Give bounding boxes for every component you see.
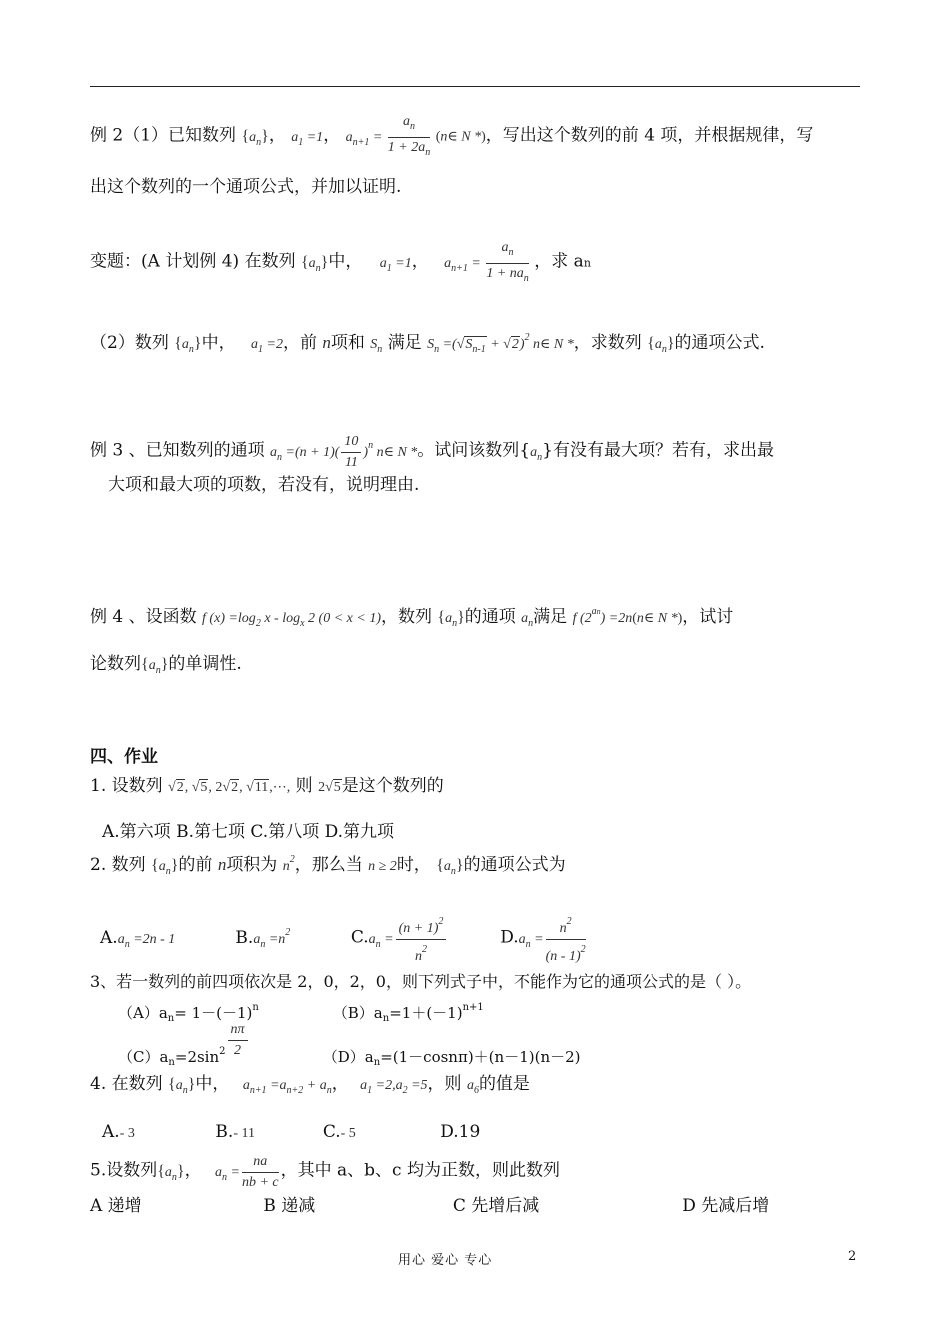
q5-opt-d: D 先减后增 bbox=[682, 1196, 770, 1216]
p2-n: n bbox=[322, 333, 331, 352]
formula-a1: $a_1 =1$ bbox=[291, 129, 324, 148]
ex4-line2-b: 的单调性. bbox=[168, 654, 242, 674]
ex4-mid: ，数列 bbox=[380, 607, 432, 627]
q3-opt-c-expr: =2sin bbox=[174, 1048, 220, 1066]
p2-label: （2）数列 bbox=[90, 333, 169, 353]
variant-line: 变题：(A 计划例 4) 在数列 $\{a_n\}$中， $a_1 =1$， $a_{n+1}$ = $\frac{a_n}{1 + na_n}$ ，求 an bbox=[90, 240, 591, 284]
q3-opt-a: （A）a bbox=[118, 1004, 168, 1022]
q4-options bbox=[102, 1120, 480, 1146]
q3-opt-d: （D）a bbox=[322, 1048, 374, 1066]
q3-text: 3、若一数列的前四项依次是 2，0，2，0，则下列式子中，不能作为它的通项公式的是（ ）。 bbox=[90, 972, 752, 991]
formula-sn: $S_n =(√S_{n-1} + √2)^2$ n∈ N * bbox=[427, 332, 574, 355]
q2-opt-b-label: B. bbox=[235, 927, 254, 948]
homework-heading: 四、作业 bbox=[90, 747, 158, 767]
footer-motto: 用心 爱心 专心 bbox=[398, 1253, 493, 1268]
q1-end: 是这个数列的 bbox=[341, 776, 444, 796]
ex2-part2: （2）数列 $\{a_n\}$中， $a_1 =2$，前 n项和 $S_n$ 满足 $S_n =(√S_{n-1} + √2)^2$ n∈ N *，求数列 $\{a_n\}$的通项公式. bbox=[90, 332, 765, 355]
formula-fx: f $(x) =\log_2$ x - $\log_x 2$ (0 < x < 1) bbox=[202, 611, 381, 629]
q3-opt-d-expr: =(1－cosnπ)＋(n－1)(n－2) bbox=[380, 1048, 581, 1066]
ex4-mid3: 满足 bbox=[533, 607, 568, 627]
q5-line: 5.设数列$\{a_n\}$， $a_n$ = $\frac{na}{nb + c}$ ，其中 a、b、c 均为正数，则此数列 bbox=[90, 1154, 560, 1190]
q5-opt-c: C 先增后减 bbox=[452, 1196, 540, 1216]
q5-b: ，其中 a、b、c 均为正数，则此数列 bbox=[280, 1160, 560, 1181]
q2-opt-c-label: C. bbox=[350, 927, 369, 948]
q4-a: 中， bbox=[195, 1074, 230, 1094]
q4-opt-b-value: - 11 bbox=[233, 1126, 255, 1141]
p2-c: 满足 bbox=[387, 333, 422, 353]
q3-opt-a-expr: = 1－(－1) bbox=[174, 1004, 253, 1022]
p2-b: 项和 bbox=[330, 333, 365, 353]
q5-opt-a: A 递增 bbox=[90, 1196, 142, 1216]
q3-row2: $(C)a_n=2\sin^2$ $\frac{n\pi}{2}$ $(D)a_n=(1-\cos n\pi)+(n-1)(n-2)$ bbox=[118, 1022, 581, 1068]
ex2-text-b: 出这个数列的一个通项公式，并加以证明. bbox=[90, 177, 402, 197]
ex4-label: 例 4 、设函数 bbox=[90, 607, 197, 627]
ex3-mid: 。试问该数列{ bbox=[417, 440, 531, 461]
q5-opt-b: B 递减 bbox=[263, 1196, 316, 1216]
variant-mid: 中， bbox=[328, 251, 363, 272]
ex4-line2-a: 论数列 bbox=[90, 654, 141, 674]
ex3-line2: 大项和最大项的项数，若没有，说明理由. bbox=[108, 475, 420, 495]
ex4-line1: 例 4 、设函数 f $(x) =\log_2$ x - $\log_x 2$ (0 < x < 1)，数列 $\{a_n\}$的通项 $a_n$满足 f $(2^{an})$ =2n(n∈ N *)，试讨 bbox=[90, 606, 734, 629]
q2-a: 的前 bbox=[178, 855, 213, 875]
q1-mid: 则 bbox=[295, 776, 313, 796]
q3-opt-b-expr: =1＋(－1) bbox=[389, 1004, 463, 1022]
q2-label: 2. 数列 bbox=[90, 855, 146, 875]
q2-opt-d-label: D. bbox=[500, 927, 519, 948]
variant-end: ，求 a bbox=[534, 251, 584, 272]
q2-b: 项积为 bbox=[226, 855, 278, 875]
ex2-label: 例 2（1）已知数列 bbox=[90, 125, 237, 146]
ex3-mid2: }有没有最大项？若有，求出最 bbox=[542, 440, 774, 461]
page-number: 2 bbox=[848, 1249, 857, 1264]
formula-f2an: f $(2^{an}) =2n$ bbox=[572, 606, 633, 626]
q4-opt-c-value: - 5 bbox=[340, 1126, 356, 1141]
q2-e: 的通项公式为 bbox=[463, 855, 566, 875]
q5-a: ， bbox=[184, 1160, 202, 1181]
q4-label: 4. 在数列 bbox=[90, 1074, 163, 1094]
variant-sub: n bbox=[583, 256, 591, 270]
q2-c: ，那么当 bbox=[294, 855, 363, 875]
q2-opt-a-label: A. bbox=[100, 927, 118, 948]
variant-label: 变题：(A 计划例 4) 在数列 bbox=[90, 251, 296, 272]
ex4-mid2: 的通项 bbox=[464, 607, 516, 627]
q2-n: n bbox=[217, 855, 227, 874]
q2-line: 2. 数列 $\{a_n\}$的前 n项积为 $n^2$，那么当 n ≥ 2时， $\{a_n\}$的通项公式为 bbox=[90, 854, 566, 877]
q1-label: 1. 设数列 bbox=[90, 776, 163, 796]
q1-line: 1. 设数列 √2, √5, 2√2, √11,⋯, 则 2√5是这个数列的 bbox=[90, 776, 444, 796]
p2-end: ，求数列 bbox=[573, 333, 642, 353]
q4-opt-a: A. bbox=[102, 1122, 120, 1142]
formula-recur-b: $a_{n+1}$ = $\frac{a_n}{1 + na_n}$ bbox=[444, 240, 529, 284]
q5-label: 5.设数列 bbox=[90, 1160, 158, 1181]
ex2-line1: 例 2（1）已知数列 $\{a_n\}$， $a_1 =1$， $a_{n+1}$ = $\frac{a_n}{1 + 2a_n}$ (n∈ N *)，写出这个数列的前 4 项，并根据规律，写 bbox=[90, 114, 814, 158]
seq-an: $\{a_n\}$ bbox=[241, 127, 269, 148]
p2-tail: 的通项公式. bbox=[674, 333, 765, 353]
q2-options: $A.a_n =2n - 1$ $B.a_n =n^2$ $C.a_n$ = $\frac{(n + 1)^2}{n^2}$ $D.a_n$ = $\frac{n^2}{(n - 1)^2}$ bbox=[100, 912, 588, 967]
q5-options bbox=[90, 1194, 769, 1218]
formula-recur: $a_{n+1}$ = $\frac{a_n}{1 + 2a_n}$ bbox=[345, 114, 431, 158]
ex3-line1: 例 3 、已知数列的通项 $a_n =(n + 1)$( $\frac{10}{11}$ )$^n$ n∈ N *。试问该数列$\{a_n\}$有没有最大项？若有，求出最 bbox=[90, 434, 774, 470]
q3-opt-b: （B）a bbox=[332, 1004, 383, 1022]
q4-line: 4. 在数列 $\{a_n\}$中， $a_{n+1} =a_{n+2} + a_n$， $a_1 =2,a_2 =5$，则 $a_6$的值是 bbox=[90, 1074, 530, 1096]
q3-row1: $(A)a_n= 1-(-1)^n$ $(B)a_n=1+(-1)^{n+1}$ bbox=[118, 1002, 484, 1024]
p2-mid: 中， bbox=[201, 333, 236, 353]
q4-opt-b: B. bbox=[215, 1122, 234, 1142]
q4-b: ，则 bbox=[427, 1074, 462, 1094]
ex4-line2: 论数列$\{a_n\}$的单调性. bbox=[90, 654, 242, 676]
q4-opt-d: D.19 bbox=[440, 1122, 481, 1142]
q1-seq: √2, √5, 2√2, √11,⋯, bbox=[168, 780, 291, 795]
ex4-end: ，试讨 bbox=[682, 607, 734, 627]
ex2-text-a: ，写出这个数列的前 4 项，并根据规律，写 bbox=[485, 125, 814, 146]
header-rule bbox=[90, 86, 860, 87]
q2-d: 时， bbox=[396, 855, 431, 875]
formula-a1-b: $a_1 =1$ bbox=[379, 255, 412, 274]
formula-ex3: $a_n =(n + 1)$( $\frac{10}{11}$ )$^n$ n∈ N * bbox=[270, 434, 418, 470]
q1-options: A.第六项 B.第七项 C.第八项 D.第九项 bbox=[102, 822, 395, 842]
q3-opt-c: （C）a bbox=[118, 1048, 169, 1066]
p2-a: ，前 bbox=[282, 333, 317, 353]
q4-opt-c: C. bbox=[322, 1122, 341, 1142]
q4-opt-a-value: - 3 bbox=[119, 1126, 135, 1141]
q4-c: 的值是 bbox=[478, 1074, 530, 1094]
ex3-label: 例 3 、已知数列的通项 bbox=[90, 440, 265, 461]
